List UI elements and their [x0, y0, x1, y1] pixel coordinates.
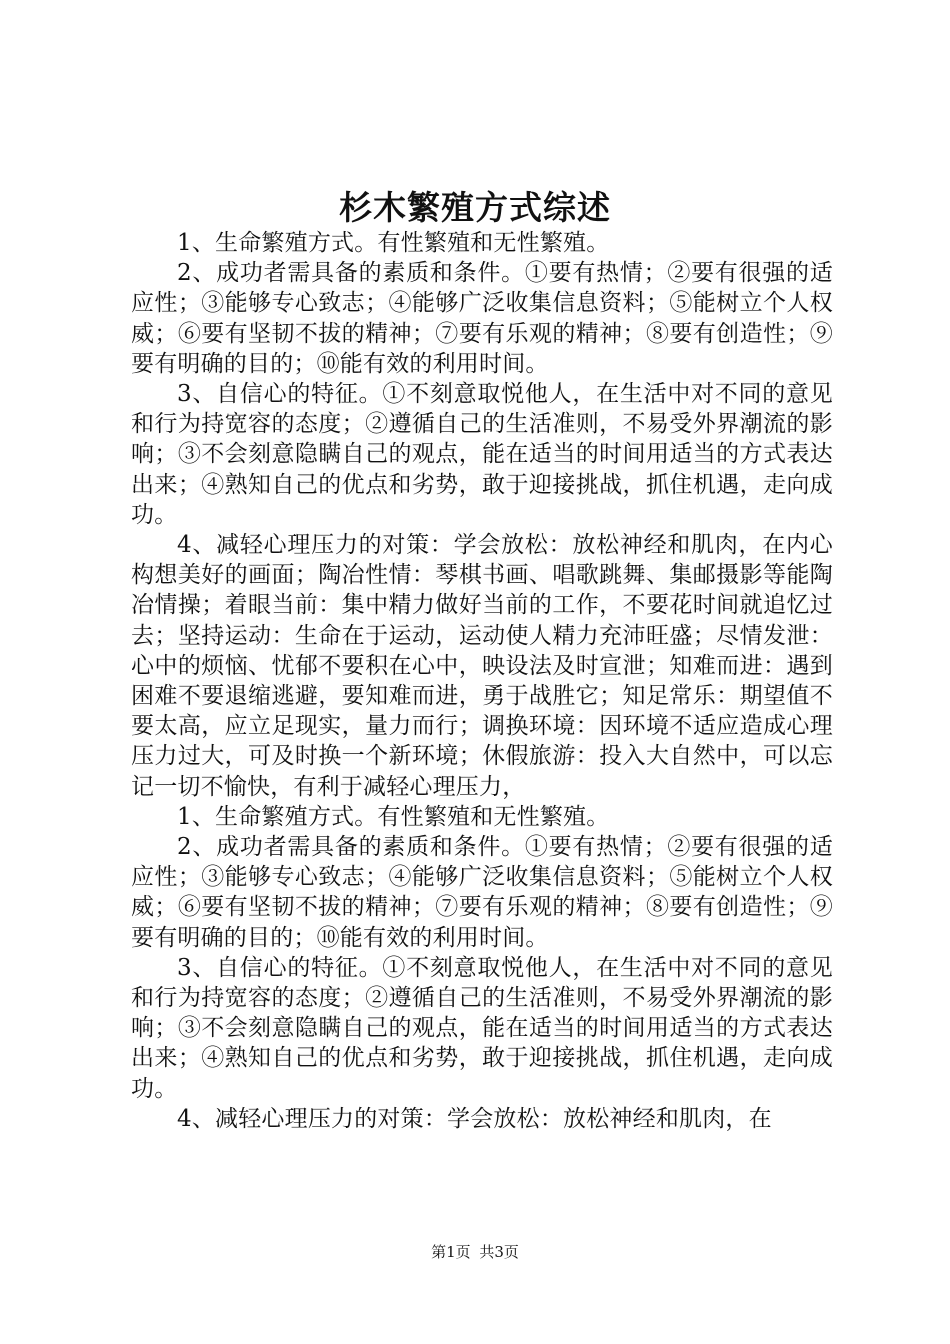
page-title: 杉木繁殖方式综述 [339, 188, 611, 227]
paragraph: 2、成功者需具备的素质和条件。①要有热情；②要有很强的适应性；③能够专心致志；④能够广泛收集信息资料；⑤能树立个人权威；⑥要有坚韧不拔的精神；⑦要有乐观的精神；⑧要有创造性；⑨要有明确的目的；⑩能有效的利用时间。 [131, 260, 833, 377]
paragraph: 4、减轻心理压力的对策：学会放松：放松神经和肌肉，在内心构想美好的画面；陶冶性情：琴棋书画、唱歌跳舞、集邮摄影等能陶冶情操；着眼当前：集中精力做好当前的工作，不要花时间就追忆过去；坚持运动：生命在于运动，运动使人精力充沛旺盛；尽情发泄：心中的烦恼、忧郁不要积在心中，映设法及时宣泄；知难而进：遇到困难不要退缩逃避，要知难而进，勇于战胜它；知足常乐：期望值不要太高，应立足现实，量力而行；调换环境：因环境不适应造成心理压力过大，可及时换一个新环境；休假旅游：投入大自然中，可以忘记一切不愉快，有利于减轻心理压力， [131, 532, 833, 800]
paragraph: 3、自信心的特征。①不刻意取悦他人，在生活中对不同的意见和行为持宽容的态度；②遵循自己的生活准则，不易受外界潮流的影响；③不会刻意隐瞒自己的观点，能在适当的时间用适当的方式表达出来；④熟知自己的优点和劣势，敢于迎接挑战，抓住机遇，走向成功。 [131, 381, 833, 528]
paragraph: 3、自信心的特征。①不刻意取悦他人，在生活中对不同的意见和行为持宽容的态度；②遵循自己的生活准则，不易受外界潮流的影响；③不会刻意隐瞒自己的观点，能在适当的时间用适当的方式表达出来；④熟知自己的优点和劣势，敢于迎接挑战，抓住机遇，走向成功。 [131, 954, 833, 1102]
page-number-current: 第1页 [431, 1243, 471, 1261]
paragraph: 4、减轻心理压力的对策：学会放松：放松神经和肌肉，在 [177, 1105, 772, 1132]
page-footer [0, 1241, 950, 1263]
paragraph: 2、成功者需具备的素质和条件。①要有热情；②要有很强的适应性；③能够专心致志；④能够广泛收集信息资料；⑤能树立个人权威；⑥要有坚韧不拔的精神；⑦要有乐观的精神；⑧要有创造性；⑨要有明确的目的；⑩能有效的利用时间。 [131, 834, 833, 951]
document-body [131, 228, 833, 1134]
paragraph: 1、生命繁殖方式。有性繁殖和无性繁殖。 [177, 803, 610, 830]
paragraph: 1、生命繁殖方式。有性繁殖和无性繁殖。 [177, 230, 610, 256]
page-number-total: 共3页 [479, 1243, 519, 1261]
